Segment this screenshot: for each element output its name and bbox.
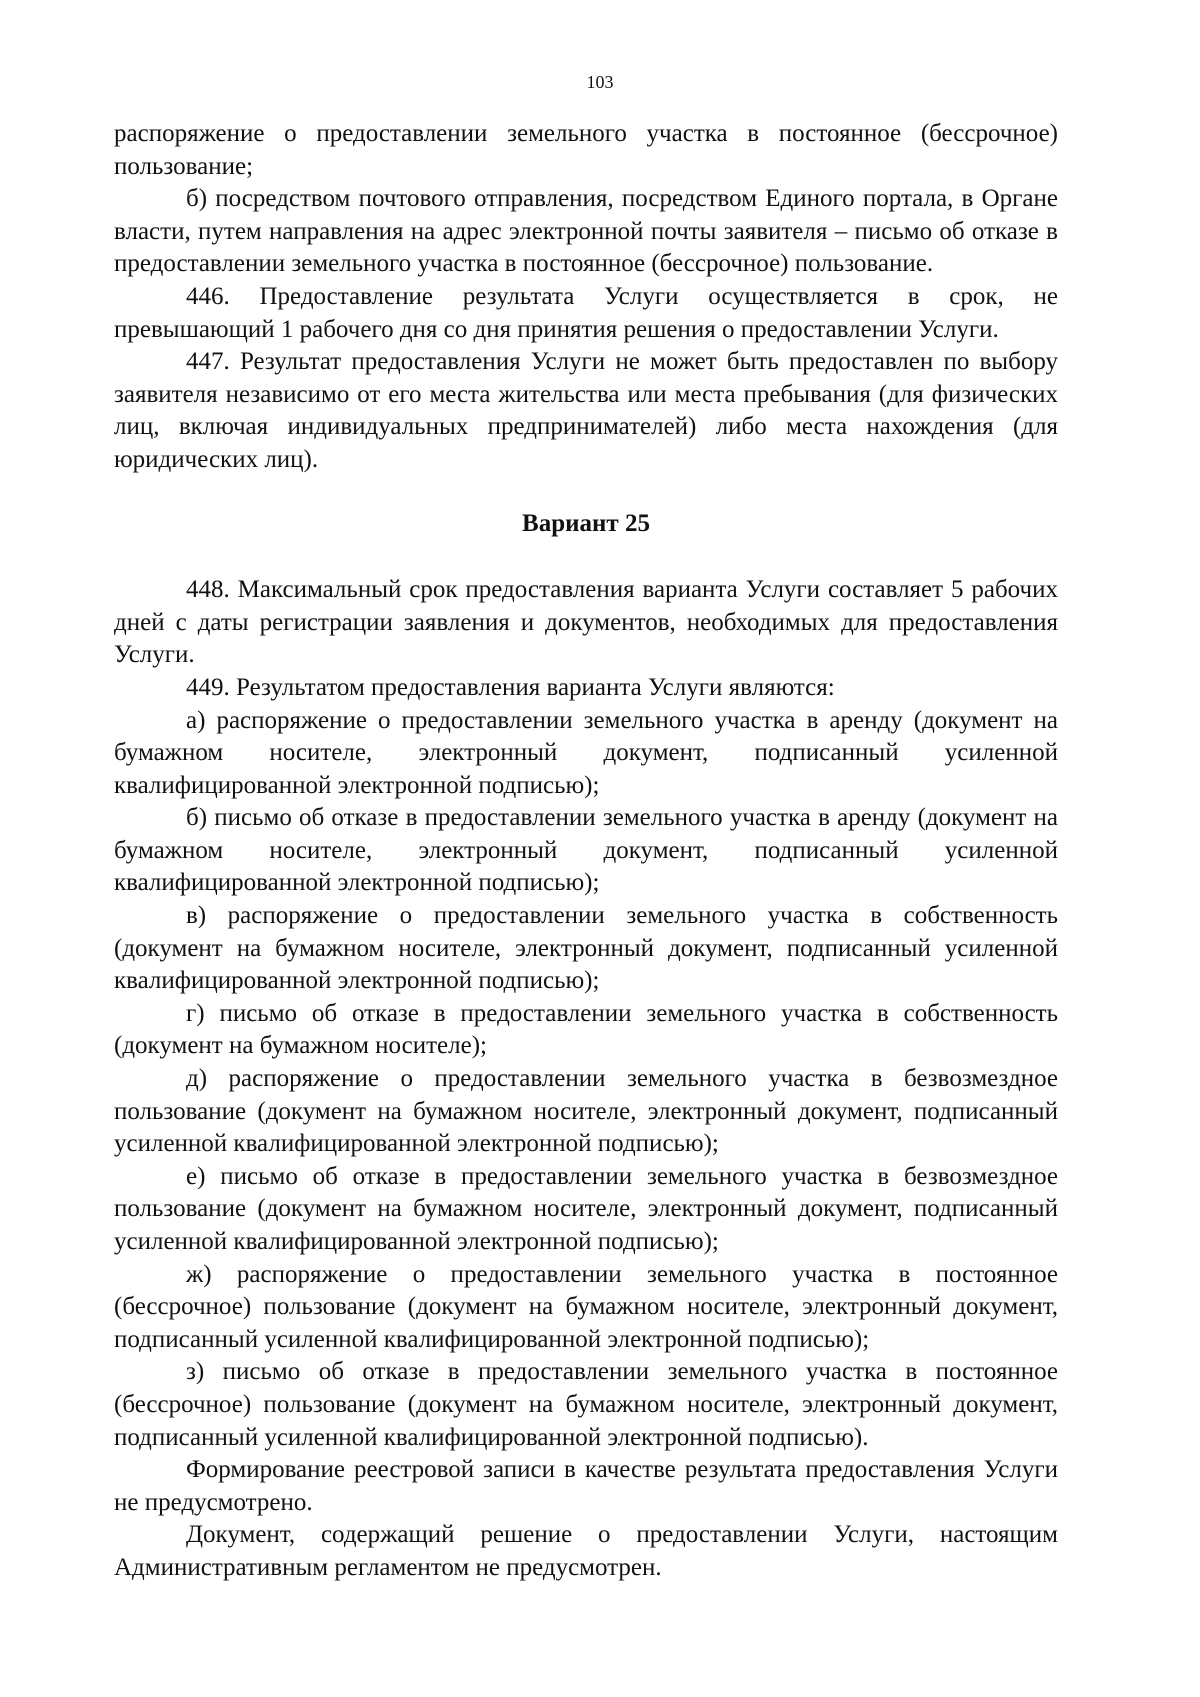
paragraph-registry-record: Формирование реестровой записи в качестве результата предоставления Услуги не предусмотрено.: [114, 1456, 1058, 1516]
list-item-v: в) распоряжение о предоставлении земельного участка в собственность (документ на бумажном носителе, электронный документ, подписанный усиленной квалифицированной электронной подписью);: [114, 902, 1058, 995]
paragraph-item-b: б) посредством почтового отправления, посредством Единого портала, в Органе власти, путем направления на адрес электронной почты заявителя – письмо об отказе в предоставлении земельного участка в постоянное (бессрочное) пользование.: [114, 185, 1058, 278]
paragraph-448: 448. Максимальный срок предоставления варианта Услуги составляет 5 рабочих дней с даты регистрации заявления и документов, необходимых для предоставления Услуги.: [114, 576, 1058, 669]
document-body: [114, 118, 1058, 1585]
list-item-zh: ж) распоряжение о предоставлении земельного участка в постоянное (бессрочное) пользование (документ на бумажном носителе, электронный документ, подписанный усиленной квалифицированной электронной подписью);: [114, 1260, 1058, 1353]
paragraph-447: 447. Результат предоставления Услуги не может быть предоставлен по выбору заявителя независимо от его места жительства или места пребывания (для физических лиц, включая индивидуальных предпринимателей) либо места нахождения (для юридических лиц).: [114, 348, 1058, 473]
page-number: 103: [586, 72, 614, 92]
section-heading: Вариант 25: [522, 509, 650, 537]
list-item-b: б) письмо об отказе в предоставлении земельного участка в аренду (документ на бумажном носителе, электронный документ, подписанный усиленной квалифицированной электронной подписью);: [114, 804, 1058, 897]
paragraph-continuation: распоряжение о предоставлении земельного участка в постоянное (бессрочное) пользование;: [114, 120, 1058, 180]
list-item-a: а) распоряжение о предоставлении земельного участка в аренду (документ на бумажном носителе, электронный документ, подписанный усиленной квалифицированной электронной подписью);: [114, 706, 1058, 799]
list-item-g: г) письмо об отказе в предоставлении земельного участка в собственность (документ на бумажном носителе);: [114, 999, 1058, 1060]
list-item-z: з) письмо об отказе в предоставлении земельного участка в постоянное (бессрочное) пользование (документ на бумажном носителе, электронный документ, подписанный усиленной квалифицированной электронной подписью).: [114, 1358, 1058, 1451]
list-item-e: е) письмо об отказе в предоставлении земельного участка в безвозмездное пользование (документ на бумажном носителе, электронный документ, подписанный усиленной квалифицированной электронной подписью);: [114, 1162, 1058, 1255]
list-item-d: д) распоряжение о предоставлении земельного участка в безвозмездное пользование (документ на бумажном носителе, электронный документ, подписанный усиленной квалифицированной электронной подписью);: [114, 1065, 1058, 1158]
paragraph-449: 449. Результатом предоставления варианта Услуги являются:: [186, 673, 835, 701]
paragraph-446: 446. Предоставление результата Услуги осуществляется в срок, не превышающий 1 рабочего дня со дня принятия решения о предоставлении Услуги.: [114, 282, 1058, 343]
paragraph-decision-document: Документ, содержащий решение о предоставлении Услуги, настоящим Административным регламентом не предусмотрен.: [114, 1521, 1058, 1581]
